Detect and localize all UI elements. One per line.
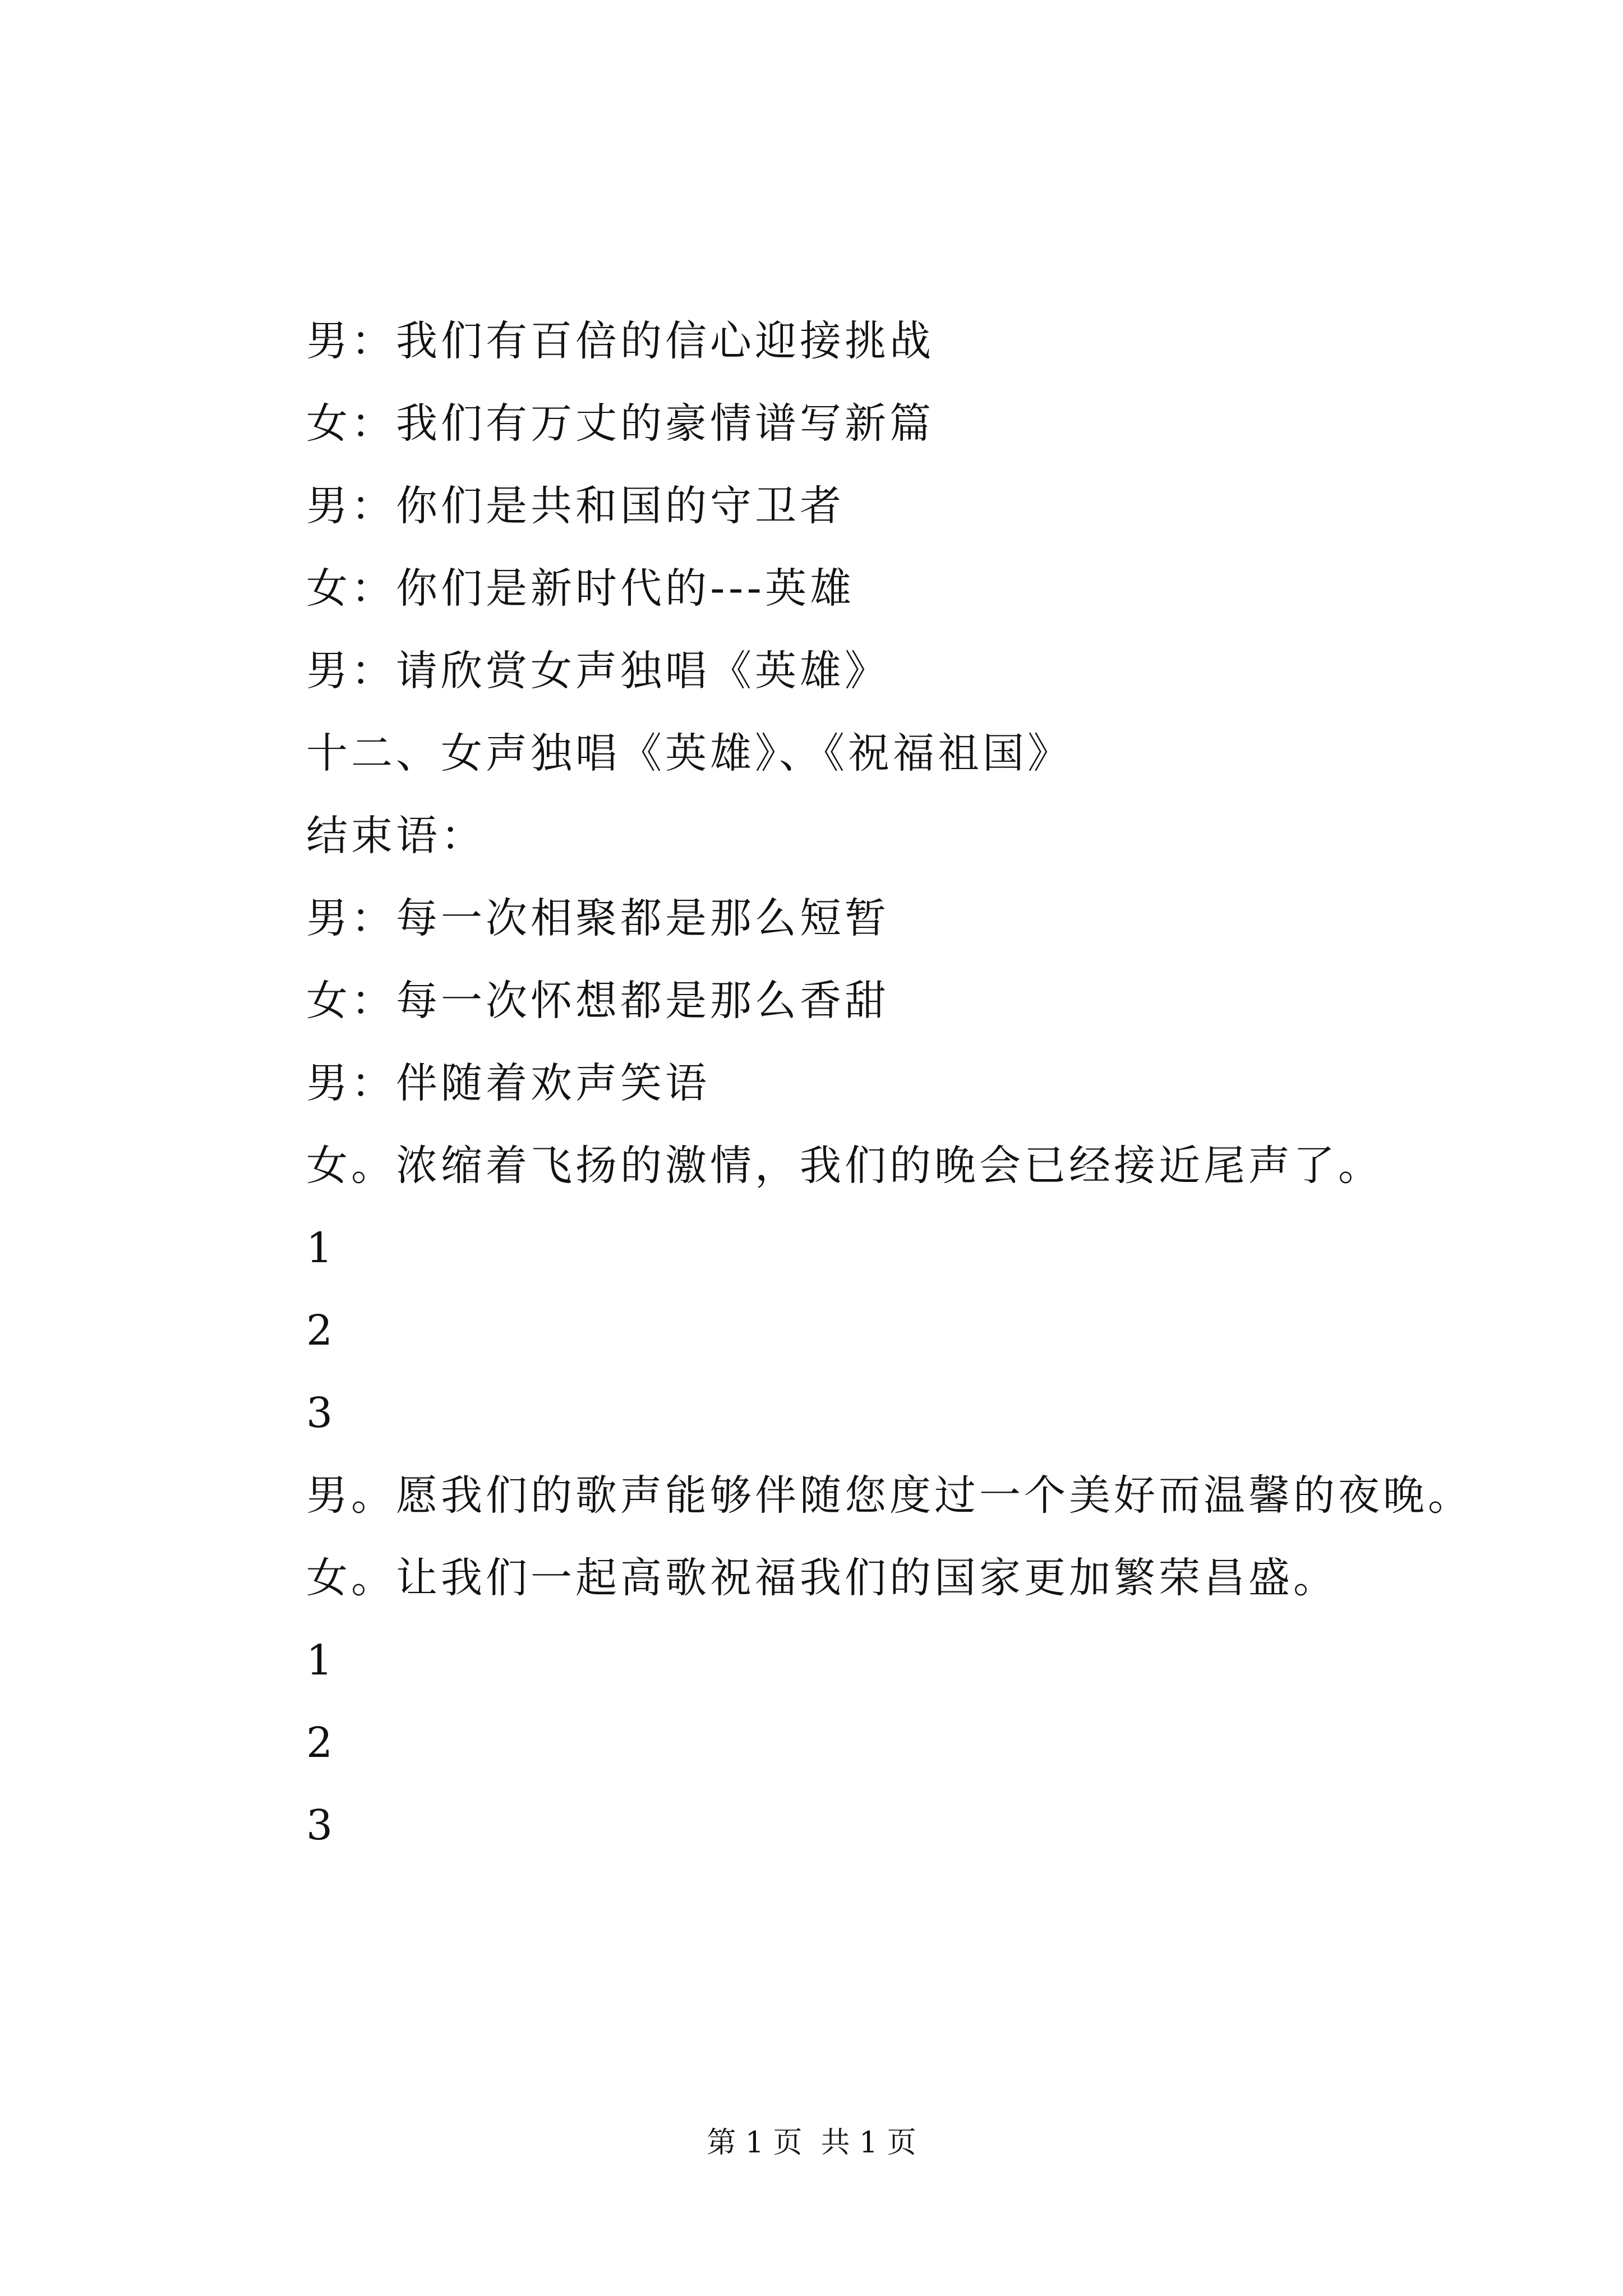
dialogue-line: 男：请欣赏女声独唱《英雄》 — [306, 647, 889, 695]
numbered-line: 2 — [306, 1719, 333, 1767]
dialogue-line: 女：我们有万丈的豪情谱写新篇 — [306, 399, 934, 448]
dialogue-line: 男：我们有百倍的信心迎接挑战 — [306, 317, 934, 365]
numbered-line: 1 — [306, 1636, 333, 1685]
dialogue-line: 男：伴随着欢声笑语 — [306, 1059, 710, 1107]
numbered-line: 3 — [306, 1801, 333, 1849]
dialogue-line: 女：每一次怀想都是那么香甜 — [306, 977, 889, 1025]
section-heading: 十二、女声独唱《英雄》、《祝福祖国》 — [306, 729, 1072, 777]
dialogue-line: 女：你们是新时代的---英雄 — [306, 564, 855, 613]
closing-heading: 结束语： — [306, 812, 486, 860]
dialogue-line: 男：你们是共和国的守卫者 — [306, 482, 845, 530]
dialogue-line: 男：每一次相聚都是那么短暂 — [306, 894, 889, 942]
dialogue-line: 男。愿我们的歌声能够伴随您度过一个美好而温馨的夜晚。 — [306, 1471, 1473, 1520]
page-footer: 第 1 页 共 1 页 — [707, 2126, 916, 2160]
numbered-line: 3 — [306, 1389, 333, 1437]
dialogue-line: 女。让我们一起高歌祝福我们的国家更加繁荣昌盛。 — [306, 1554, 1338, 1602]
numbered-line: 1 — [306, 1224, 333, 1272]
numbered-line: 2 — [306, 1306, 333, 1355]
dialogue-line: 女。浓缩着飞扬的激情，我们的晚会已经接近尾声了。 — [306, 1142, 1383, 1190]
document-body — [306, 300, 1568, 1867]
